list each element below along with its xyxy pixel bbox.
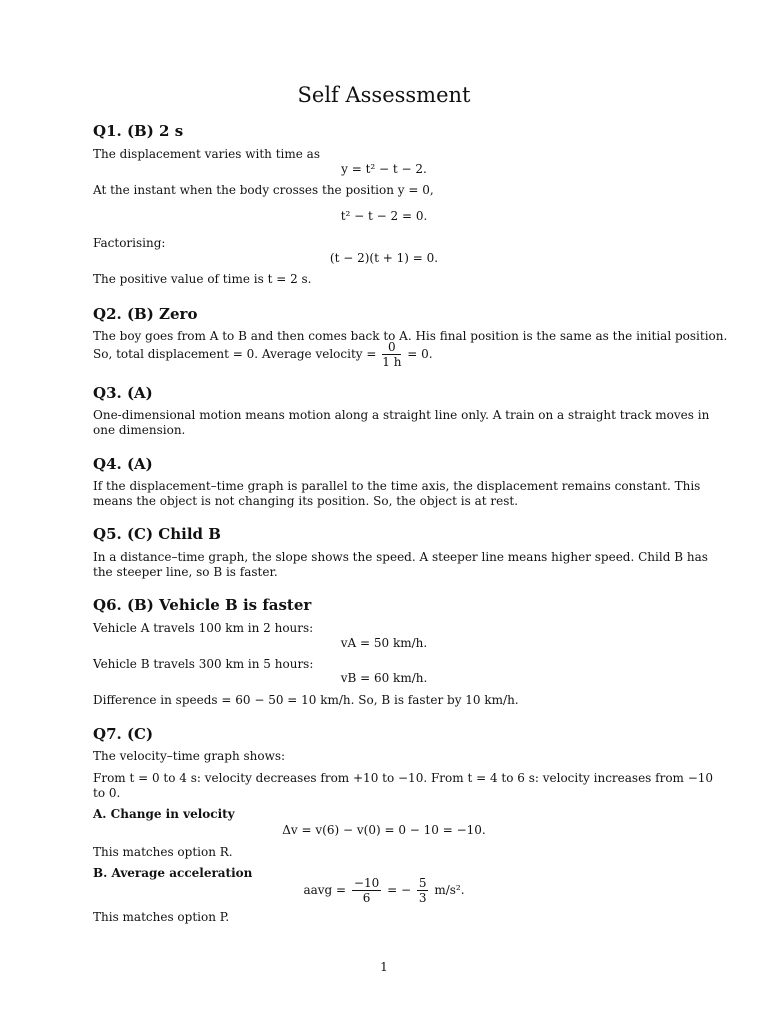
q2-line-2-pre: So, total displacement = 0. Average velocity = <box>93 347 377 361</box>
q6-line-3: Difference in speeds = 60 − 50 = 10 km/h. So, B is faster by 10 km/h. <box>93 693 519 707</box>
page-number: 1 <box>380 960 388 974</box>
q6-equation-1: vA = 50 km/h. <box>340 636 428 650</box>
q2-line-2 <box>93 340 433 369</box>
q1-heading: Q1. (B) 2 s <box>93 122 184 140</box>
q7-eq-b-fraction-1-denominator: 6 <box>362 891 371 905</box>
q7-line-3: to 0. <box>93 786 121 800</box>
q2-heading: Q2. (B) Zero <box>93 305 198 323</box>
q2-fraction-numerator: 0 <box>382 340 401 355</box>
q7-eq-b-fraction-1-numerator: −10 <box>353 876 380 890</box>
q1-equation-1: y = t² − t − 2. <box>341 162 427 176</box>
q3-line-2: one dimension. <box>93 423 186 437</box>
q1-intro: The displacement varies with time as <box>93 147 320 161</box>
q2-fraction <box>382 340 401 369</box>
q7-eq-b-fraction-1 <box>352 876 381 905</box>
q7-equation-a: Δv = v(6) − v(0) = 0 − 10 = −10. <box>282 823 486 837</box>
q4-line-2: means the object is not changing its position. So, the object is at rest. <box>93 494 519 508</box>
q3-line-1: One-dimensional motion means motion along a straight line only. A train on a straight track moves in <box>93 408 710 422</box>
q7-eq-b-unit: m/s². <box>434 883 465 897</box>
q6-line-2: Vehicle B travels 300 km in 5 hours: <box>93 657 314 671</box>
q7-line-1: The velocity–time graph shows: <box>93 749 286 763</box>
q1-equation-3: (t − 2)(t + 1) = 0. <box>329 251 439 265</box>
page-title: Self Assessment <box>297 83 471 107</box>
q6-equation-2: vB = 60 km/h. <box>340 671 428 685</box>
q1-line-2: At the instant when the body crosses the position y = 0, <box>93 183 434 197</box>
q2-line-2-post: = 0. <box>407 347 433 361</box>
q4-heading: Q4. (A) <box>93 455 153 473</box>
q7-subheading-a: A. Change in velocity <box>93 807 235 821</box>
q7-match-a: This matches option R. <box>93 845 233 859</box>
q7-eq-b-mid: = − <box>387 883 412 897</box>
q7-eq-b-fraction-2 <box>417 876 429 905</box>
q1-line-3: Factorising: <box>93 236 166 250</box>
q2-line-1: The boy goes from A to B and then comes back to A. His final position is the same as the initial position. <box>93 329 728 343</box>
q7-eq-b-fraction-2-denominator: 3 <box>418 891 427 905</box>
q5-heading: Q5. (C) Child B <box>93 525 221 543</box>
q7-subheading-b: B. Average acceleration <box>93 866 253 880</box>
q5-line-1: In a distance–time graph, the slope shows the speed. A steeper line means higher speed. Child B has <box>93 550 708 564</box>
q1-line-4: The positive value of time is t = 2 s. <box>93 272 312 286</box>
q3-heading: Q3. (A) <box>93 384 153 402</box>
q2-fraction-denominator: 1 h <box>382 355 402 369</box>
q5-line-2: the steeper line, so B is faster. <box>93 565 278 579</box>
q7-heading: Q7. (C) <box>93 725 154 743</box>
q7-eq-b-lhs: aavg = <box>303 883 347 897</box>
q1-equation-2: t² − t − 2 = 0. <box>340 209 428 223</box>
q7-equation-b <box>0 876 768 905</box>
q4-line-1: If the displacement–time graph is parallel to the time axis, the displacement remains constant. This <box>93 479 701 493</box>
q6-heading: Q6. (B) Vehicle B is faster <box>93 596 312 614</box>
q6-line-1: Vehicle A travels 100 km in 2 hours: <box>93 621 314 635</box>
q7-line-2: From t = 0 to 4 s: velocity decreases from +10 to −10. From t = 4 to 6 s: velocity increases from −10 <box>93 771 714 785</box>
q7-eq-b-fraction-2-numerator: 5 <box>418 876 427 890</box>
q7-match-b: This matches option P. <box>93 910 230 924</box>
